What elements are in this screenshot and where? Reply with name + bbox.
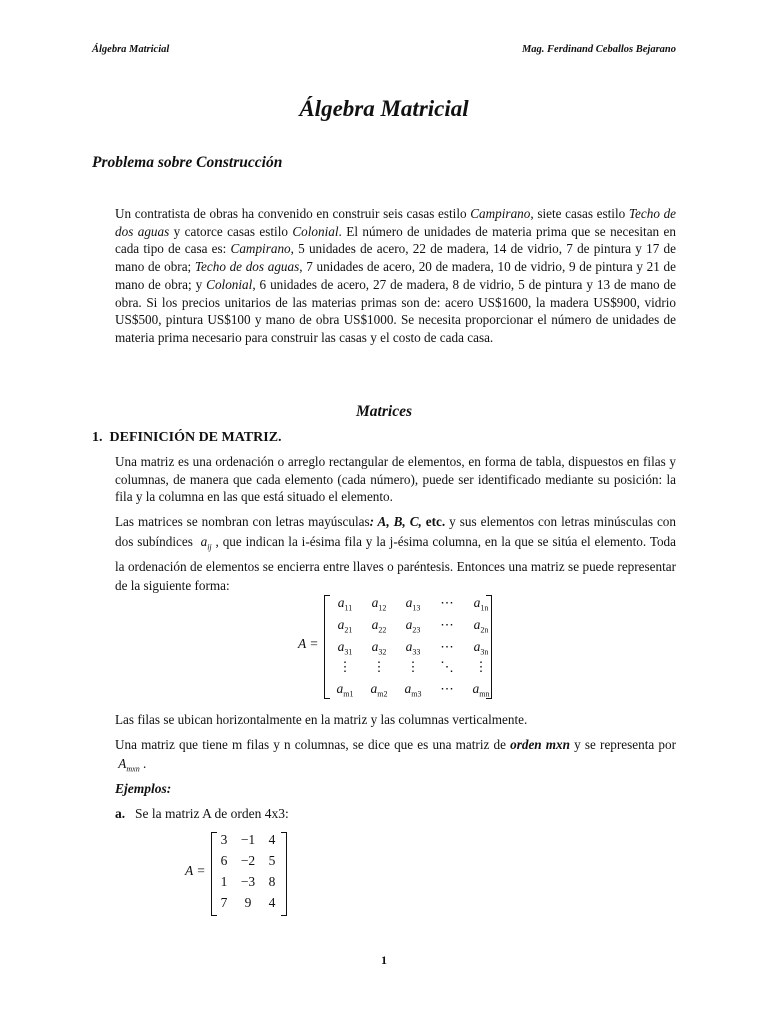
- example-matrix: [185, 830, 295, 918]
- problem-heading: Problema sobre Construcción: [92, 154, 283, 171]
- document-title: Álgebra Matricial: [299, 96, 469, 121]
- general-matrix-cell: $a_{13}$: [405, 595, 421, 613]
- page-number: 1: [381, 953, 387, 967]
- example-matrix-cell: 1: [220, 874, 228, 889]
- example-matrix-cell: 7: [220, 895, 228, 910]
- general-matrix-cell: $a_{m3}$: [404, 681, 422, 699]
- definition-paragraph-1: Una matriz es una ordenación o arreglo rectangular de elementos, en forma de tabla, dispuestos en filas y columnas, de manera que cada elemento (cada número), puede ser identificado mediante su posición: la fila y la columna en las que está situado el elemento.: [115, 454, 676, 505]
- example-matrix-cell: 9: [244, 895, 252, 910]
- general-matrix-cell: ⋮: [474, 659, 488, 674]
- general-matrix-cell: ⋯: [440, 617, 454, 632]
- example-matrix-cell: 6: [220, 853, 228, 868]
- general-matrix-cell: ⋯: [440, 639, 454, 654]
- example-matrix-cell: 8: [268, 874, 276, 889]
- general-matrix-cell: $a_{1n}$: [473, 595, 489, 613]
- example-matrix-cell: 4: [268, 832, 276, 847]
- general-matrix-cell: $a_{32}$: [371, 639, 387, 657]
- general-matrix-cell: $a_{mn}$: [472, 681, 490, 699]
- general-matrix-cell: ⋯: [440, 595, 454, 610]
- running-header-right: Mag. Ferdinand Ceballos Bejarano: [521, 44, 676, 55]
- general-matrix-cell: $a_{12}$: [371, 595, 387, 613]
- example-matrix-cell: 3: [220, 832, 228, 847]
- example-matrix-cell: 4: [268, 895, 276, 910]
- general-matrix-cell: $a_{3n}$: [473, 639, 489, 657]
- example-matrix-cell: 5: [268, 853, 276, 868]
- general-matrix-cell: $a_{23}$: [405, 617, 421, 635]
- examples-heading: Ejemplos:: [115, 781, 172, 796]
- general-matrix-cell: $a_{21}$: [337, 617, 353, 635]
- general-matrix-name: A =: [298, 636, 319, 651]
- general-matrix-cell: ⋮: [406, 659, 420, 674]
- general-matrix-cell: $a_{33}$: [405, 639, 421, 657]
- definition-paragraph-2: Las matrices se nombran con letras mayúsculas: A, B, C, etc. y sus elementos con letras minúsculas con dos subíndices $a_{ij}$ , que indican la i-ésima fila y la j-ésima columna, en la que se sitúa el elemento. Toda la ordenación de elementos se encierra entre llaves o paréntesis. Entonces una matriz se puede representar de la siguiente forma:: [115, 514, 676, 594]
- example-matrix-cell: −3: [240, 874, 256, 889]
- general-matrix-cell: $a_{22}$: [371, 617, 387, 635]
- example-matrix-name: A =: [185, 863, 206, 878]
- definition-paragraph-4: Una matriz que tiene m filas y n columnas, se dice que es una matriz de orden mxn y se representa por $A_{mxn}$ .: [115, 737, 676, 774]
- definition-heading: 1. DEFINICIÓN DE MATRIZ.: [92, 430, 282, 445]
- running-header-left: Álgebra Matricial: [92, 44, 170, 55]
- general-matrix-cell: ⋮: [338, 659, 352, 674]
- example-matrix-cell: −2: [240, 853, 256, 868]
- general-matrix-cell: $a_{m2}$: [370, 681, 388, 699]
- definition-paragraph-3: Las filas se ubican horizontalmente en la matriz y las columnas verticalmente.: [115, 712, 528, 727]
- general-matrix-cell: $a_{2n}$: [473, 617, 489, 635]
- general-matrix-cell: ⋱: [440, 659, 454, 674]
- section-title: Matrices: [356, 403, 412, 420]
- general-matrix: [290, 593, 500, 701]
- example-a-text: Se la matriz A de orden 4x3:: [135, 806, 289, 821]
- general-matrix-cell: ⋮: [372, 659, 386, 674]
- general-matrix-cell: $a_{m1}$: [336, 681, 354, 699]
- general-matrix-cell: $a_{11}$: [337, 595, 353, 613]
- example-matrix-cell: −1: [240, 832, 256, 847]
- problem-paragraph: Un contratista de obras ha convenido en construir seis casas estilo Campirano, siete casas estilo Techo de dos aguas y catorce casas estilo Colonial. El número de unidades de materia prima que se necesitan en cada tipo de casa es: Campirano, 5 unidades de acero, 22 de madera, 14 de vidrio, 7 de pintura y 17 de mano de obra; Techo de dos aguas, 7 unidades de acero, 20 de madera, 10 de vidrio, 9 de pintura y 21 de mano de obra; y Colonial, 6 unidades de acero, 27 de madera, 8 de vidrio, 5 de pintura y 13 de mano de obra. Si los precios unitarios de las materias primas son de: acero US$1600, la madera US$900, vidrio US$500, pintura US$100 y mano de obra US$1000. Se necesita proporcionar el número de unidades de materia prima necesario para construir las casas y el costo de cada casa.: [115, 206, 677, 345]
- general-matrix-cell: $a_{31}$: [337, 639, 353, 657]
- general-matrix-cell: ⋯: [440, 681, 454, 696]
- example-a-label: a.: [115, 806, 126, 821]
